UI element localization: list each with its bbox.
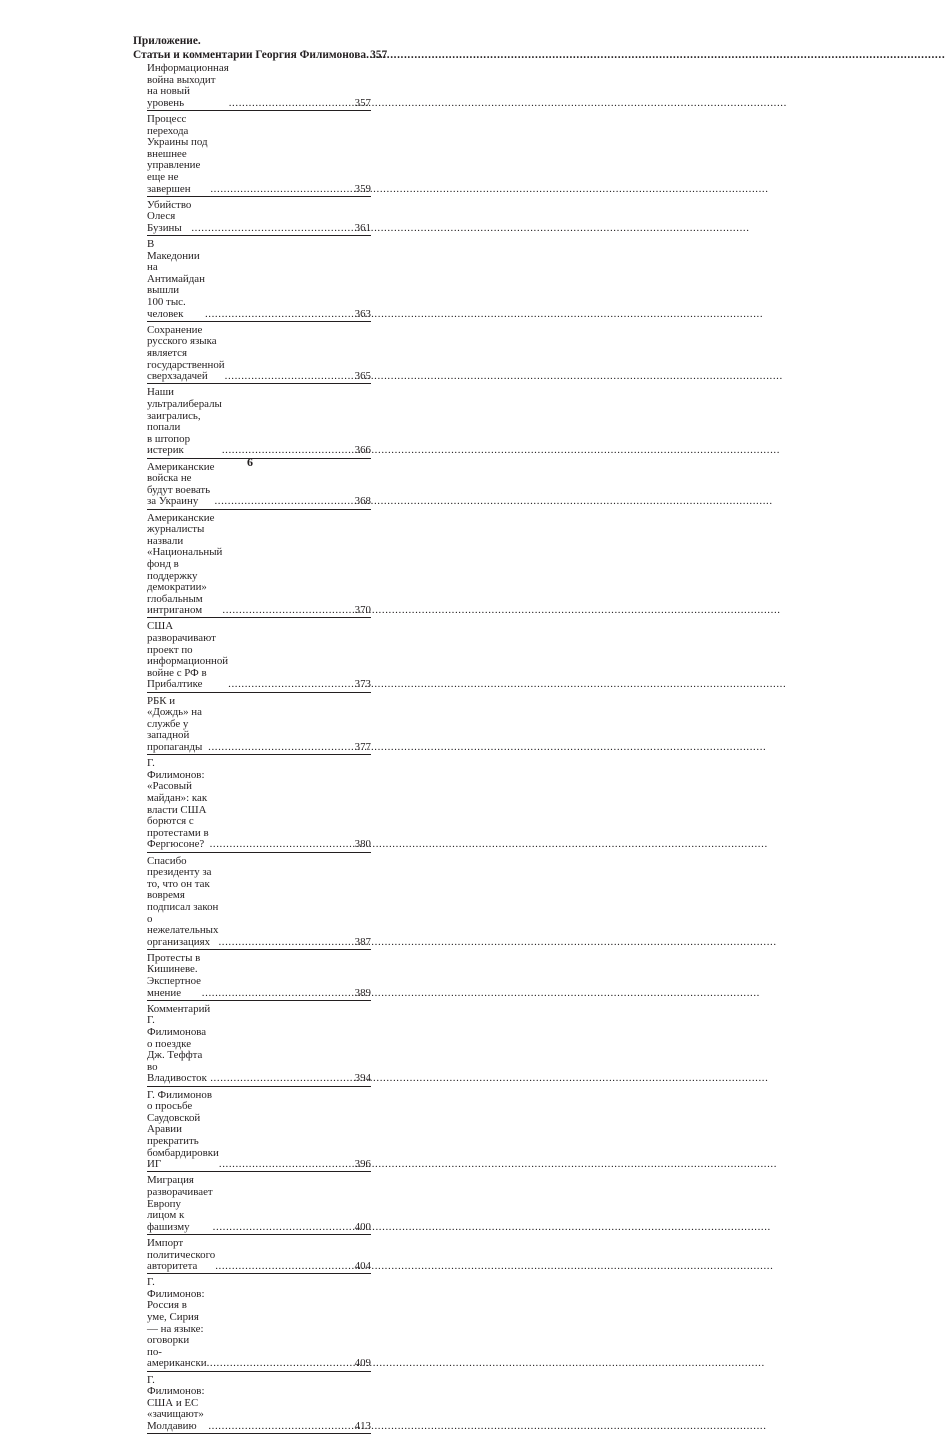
toc-entry-title: Американские журналисты назвали «Национальный фонд в поддержку демократии» глобальным интриганом	[147, 511, 223, 617]
toc-entry	[147, 755, 371, 852]
toc-entry-title: Г. Филимонов о просьбе Саудовской Аравии прекратить бомбардировки ИГ	[147, 1088, 219, 1171]
toc-entry-title: Г. Филимонов: «Расовый майдан»: как власти США борются с протестами в Фергюсоне?	[147, 757, 209, 851]
toc-entry-page: 368	[354, 495, 371, 508]
dot-leader	[208, 742, 355, 754]
toc-entry	[147, 1274, 371, 1371]
page-number: 6	[247, 455, 253, 469]
dot-leader	[202, 988, 355, 1000]
toc-entry-title: Сохранение русского языка является государственной сверхзадачей	[147, 323, 225, 383]
toc-entry-page: 359	[354, 182, 371, 195]
toc-entry-page: 365	[354, 370, 371, 383]
toc-entry-page: 413	[354, 1420, 371, 1432]
toc-entry-page: 387	[354, 935, 371, 948]
toc-entry	[147, 1235, 371, 1274]
dot-leader	[210, 1073, 354, 1085]
toc-entry-page: 409	[354, 1357, 371, 1370]
toc-entry	[147, 236, 371, 322]
toc-entry	[147, 693, 371, 756]
dot-leader	[228, 679, 355, 691]
toc-entry	[147, 322, 371, 385]
toc-entry-page: 361	[354, 221, 371, 234]
toc-entry-page: 394	[354, 1072, 371, 1085]
toc-entry-title: Импорт политического авторитета	[147, 1236, 216, 1273]
toc-entry-title: Г. Филимонов: Россия в уме, Сирия — на языке: оговорки по-американски	[147, 1276, 207, 1370]
toc-entry-title: Убийство Олеся Бузины	[147, 198, 192, 234]
toc-entry-page: 400	[354, 1220, 371, 1233]
dot-leader	[225, 371, 355, 383]
section-heading-page: 357	[370, 49, 388, 61]
toc-entry	[147, 60, 371, 111]
dot-leader	[214, 496, 354, 508]
toc-entry-title: РБК и «Дождь» на службе у западной пропаганды	[147, 694, 203, 753]
dot-leader	[213, 1222, 355, 1234]
toc-entry	[147, 950, 371, 1001]
toc-list	[147, 60, 371, 1434]
toc-entry-page: 370	[354, 604, 371, 617]
toc-entry-page: 377	[354, 741, 371, 753]
toc-entry	[147, 384, 371, 458]
toc-entry-page: 366	[354, 444, 371, 457]
toc-entry	[147, 1087, 371, 1173]
toc-entry-title: Г. Филимонов: США и ЕС «зачищают» Молдавию	[147, 1373, 205, 1432]
toc-entry	[147, 1372, 371, 1434]
dot-leader	[222, 605, 354, 617]
toc-entry-page: 389	[354, 986, 371, 999]
dot-leader	[205, 309, 355, 321]
dot-leader	[218, 937, 354, 949]
toc-entry-title: Спасибо президенту за то, что он так вовремя подписал закон о нежелательных организациях	[147, 854, 219, 948]
toc-entry-title: В Македонии на Антимайдан вышли 100 тыс. человек	[147, 238, 205, 320]
section-heading	[133, 34, 388, 62]
dot-leader	[208, 1421, 354, 1433]
toc-entry-title: Миграция разворачивает Европу лицом к фашизму	[147, 1174, 213, 1233]
toc-entry	[147, 1001, 371, 1087]
toc-entry	[147, 111, 371, 197]
section-heading-title: Статьи и комментарии Георгия Филимонова	[133, 49, 367, 61]
toc-entry	[147, 1172, 371, 1235]
dot-leader	[210, 184, 354, 196]
toc-entry-title: Американские войска не будут воевать за Украину	[147, 460, 215, 508]
toc-entry	[147, 853, 371, 950]
toc-entry-page: 404	[354, 1260, 371, 1273]
toc-entry	[147, 510, 371, 619]
toc-entry	[147, 197, 371, 236]
toc-entry-title: Информационная война выходит на новый уровень	[147, 62, 229, 109]
toc-entry-title: Протесты в Кишиневе. Экспертное мнение	[147, 951, 202, 999]
dot-leader	[207, 1358, 355, 1370]
toc-entry-page: 396	[354, 1158, 371, 1171]
toc-entry	[147, 618, 371, 692]
dot-leader	[191, 223, 354, 235]
dot-leader	[229, 98, 355, 110]
dot-leader	[219, 1159, 355, 1171]
toc-entry-page: 373	[354, 678, 371, 691]
toc-entry-title: Наши ультралибералы заигрались, попали в штопор истерик	[147, 386, 222, 457]
toc-entry-title: Процесс перехода Украины под внешнее управление еще не завершен	[147, 112, 208, 195]
dot-leader	[210, 839, 355, 851]
toc-entry-title: США разворачивают проект по информационной войне с РФ в Прибалтике	[147, 620, 229, 691]
dot-leader	[215, 1261, 354, 1273]
toc-entry-title: Комментарий Г. Филимонова о поездке Дж. Теффта во Владивосток	[147, 1002, 211, 1085]
toc-entry-page: 357	[354, 96, 371, 109]
toc-entry-page: 380	[354, 838, 371, 851]
toc-entry-page: 363	[354, 307, 371, 320]
section-heading-label: Приложение.	[133, 35, 201, 47]
